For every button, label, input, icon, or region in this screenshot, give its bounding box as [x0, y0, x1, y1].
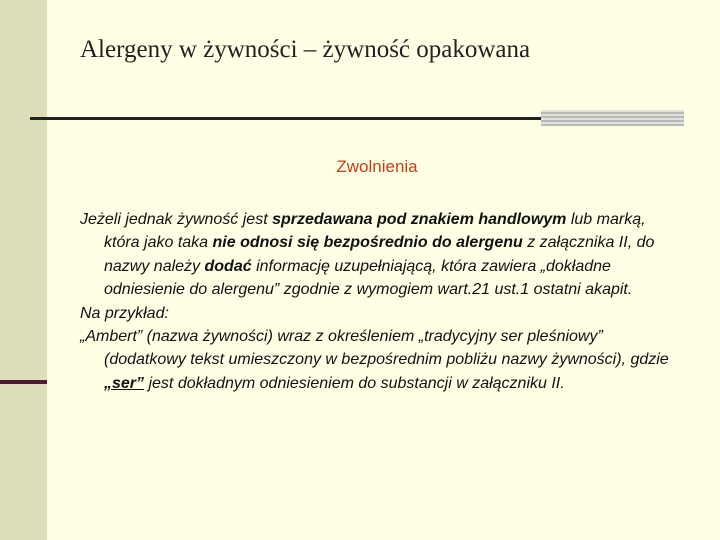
paragraph-exemption — [80, 208, 680, 302]
title-underline-pattern — [541, 110, 684, 126]
text-run: z załącznika II, do nazwy należy — [104, 234, 655, 275]
text-run: informację uzupełniającą, która zawiera „dokładne odniesienie do alergenu” zgodnie z wymogiem wart.21 ust.1 ostatni akapit. — [104, 257, 633, 299]
slide-body — [80, 208, 680, 395]
paragraph-example-label: Na przykład: — [80, 304, 169, 322]
bold-run: dodać — [204, 257, 252, 275]
text-run: „Ambert” (nazwa żywności) wraz z określeniem „tradycyjny ser pleśniowy” (dodatkowy tekst umieszczony w bezpośrednim pobliżu nazwy żywności), gdzie — [80, 328, 669, 369]
left-decor-bar — [0, 0, 47, 540]
text-run: jest dokładnym odniesieniem do substancji w załączniku II. — [144, 374, 565, 392]
slide-title: Alergeny w żywności – żywność opakowana — [80, 36, 531, 63]
slide-subtitle: Zwolnienia — [336, 157, 418, 176]
text-run: lub marką, która jako taka — [104, 211, 646, 252]
bold-run: nie odnosi się bezpośrednio do alergenu — [212, 234, 523, 252]
left-accent-stripe — [0, 380, 47, 384]
bold-underlined-run: „ser” — [104, 374, 145, 392]
bold-run: sprzedawana pod znakiem handlowym — [272, 211, 567, 228]
text-run: Jeżeli jednak żywność jest — [80, 211, 273, 228]
paragraph-example — [80, 325, 680, 395]
